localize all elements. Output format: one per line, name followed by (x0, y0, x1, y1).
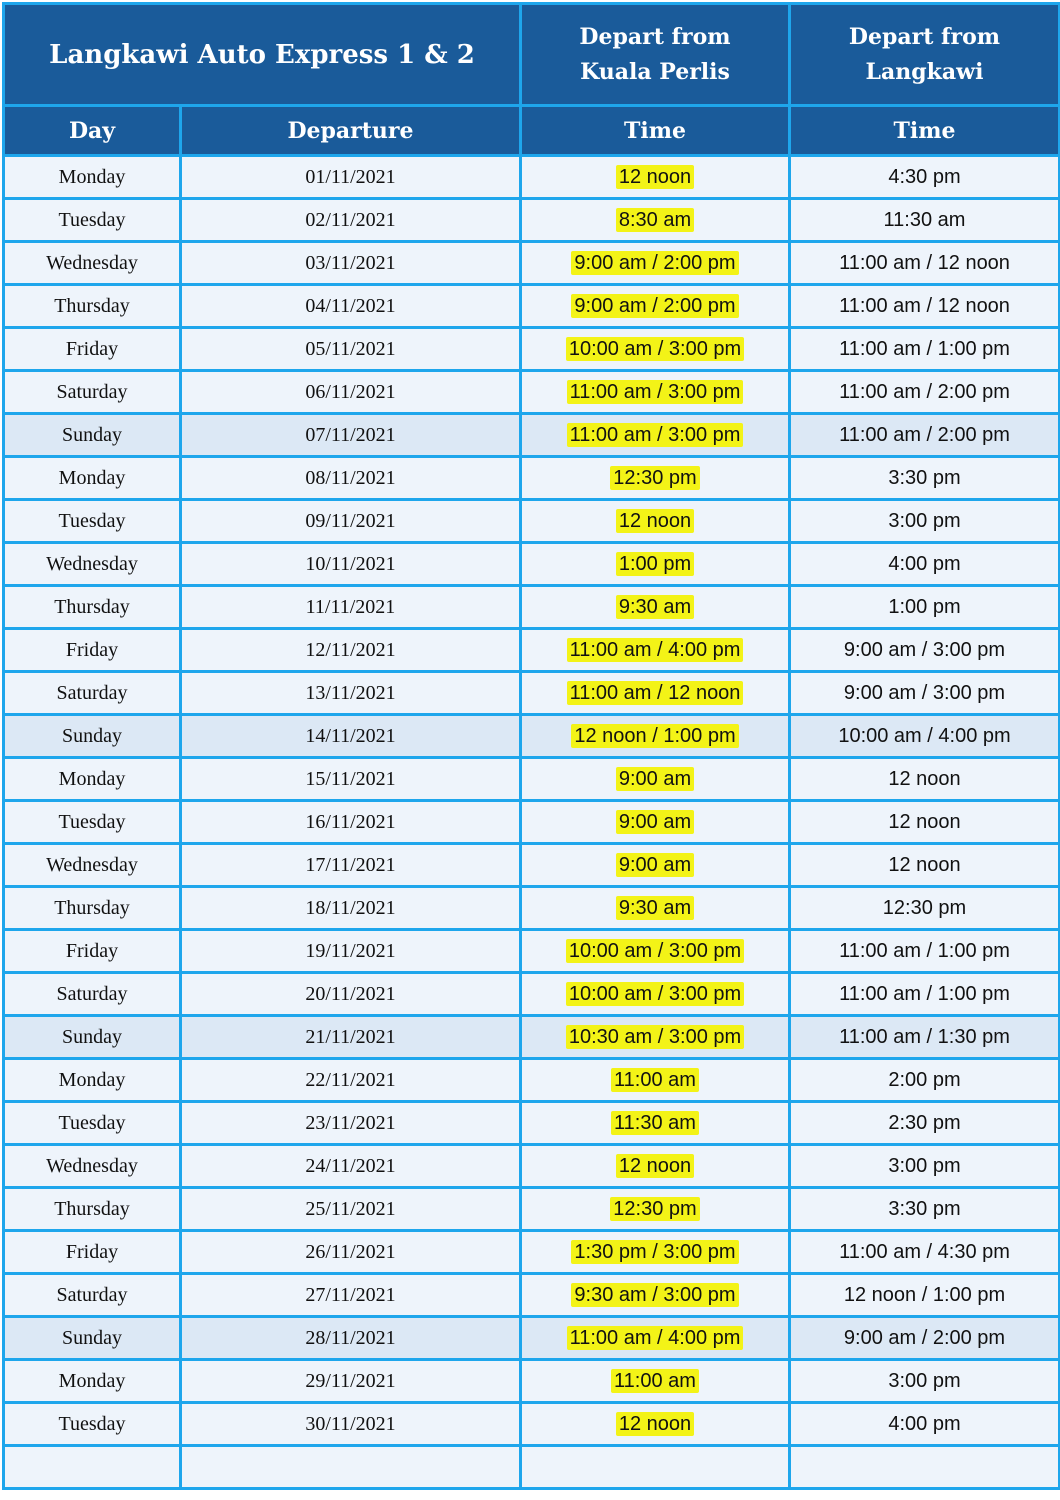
langkawi-time-cell: 12 noon / 1:00 pm (790, 1274, 1060, 1317)
departure-date-cell: 19/11/2021 (181, 930, 521, 973)
kuala-perlis-time-cell (521, 844, 790, 887)
highlighted-time: 9:00 am / 2:00 pm (571, 294, 738, 318)
table-row (4, 973, 1060, 1016)
kuala-perlis-time-cell (521, 1102, 790, 1145)
langkawi-time-cell: 11:00 am / 1:30 pm (790, 1016, 1060, 1059)
langkawi-time-cell: 11:30 am (790, 199, 1060, 242)
empty-cell (521, 1446, 790, 1489)
day-cell: Monday (4, 457, 181, 500)
day-cell: Monday (4, 1059, 181, 1102)
table-row (4, 629, 1060, 672)
kuala-perlis-time-cell (521, 1360, 790, 1403)
kuala-perlis-time-cell (521, 1145, 790, 1188)
schedule-title: Langkawi Auto Express 1 & 2 (4, 4, 521, 106)
table-row (4, 1188, 1060, 1231)
departure-date-cell: 26/11/2021 (181, 1231, 521, 1274)
departure-date-cell: 05/11/2021 (181, 328, 521, 371)
highlighted-time: 11:00 am (611, 1369, 699, 1393)
depart-langkawi-header (790, 4, 1060, 106)
departure-date-cell: 03/11/2021 (181, 242, 521, 285)
header-row-columns (4, 106, 1060, 156)
kuala-perlis-time-cell (521, 758, 790, 801)
day-cell: Tuesday (4, 1403, 181, 1446)
kuala-perlis-time-cell (521, 887, 790, 930)
table-row (4, 1403, 1060, 1446)
langkawi-time-cell: 2:30 pm (790, 1102, 1060, 1145)
highlighted-time: 12:30 pm (610, 1197, 699, 1221)
departure-date-cell: 10/11/2021 (181, 543, 521, 586)
highlighted-time: 12 noon (616, 1154, 694, 1178)
empty-row (4, 1446, 1060, 1489)
langkawi-time-cell: 9:00 am / 2:00 pm (790, 1317, 1060, 1360)
day-cell: Wednesday (4, 844, 181, 887)
highlighted-time: 10:00 am / 3:00 pm (566, 939, 744, 963)
day-cell: Thursday (4, 285, 181, 328)
highlighted-time: 11:30 am (611, 1111, 699, 1135)
highlighted-time: 11:00 am / 4:00 pm (567, 1326, 744, 1350)
langkawi-time-cell: 11:00 am / 1:00 pm (790, 930, 1060, 973)
ferry-schedule-table (2, 2, 1060, 1490)
highlighted-time: 12 noon (616, 509, 694, 533)
langkawi-time-cell: 11:00 am / 12 noon (790, 285, 1060, 328)
langkawi-time-cell: 9:00 am / 3:00 pm (790, 629, 1060, 672)
table-row (4, 414, 1060, 457)
departure-date-cell: 27/11/2021 (181, 1274, 521, 1317)
day-cell: Tuesday (4, 1102, 181, 1145)
langkawi-time-cell: 1:00 pm (790, 586, 1060, 629)
kuala-perlis-time-cell (521, 156, 790, 199)
highlighted-time: 11:00 am / 12 noon (567, 681, 744, 705)
kuala-perlis-time-cell (521, 1317, 790, 1360)
kuala-perlis-time-cell (521, 414, 790, 457)
column-header-departure: Departure (181, 106, 521, 156)
langkawi-time-cell: 4:00 pm (790, 1403, 1060, 1446)
kuala-perlis-time-cell (521, 1188, 790, 1231)
departure-date-cell: 13/11/2021 (181, 672, 521, 715)
day-cell: Saturday (4, 672, 181, 715)
table-row (4, 586, 1060, 629)
kuala-perlis-time-cell (521, 1231, 790, 1274)
day-cell: Tuesday (4, 500, 181, 543)
departure-date-cell: 29/11/2021 (181, 1360, 521, 1403)
header-row-top (4, 4, 1060, 106)
kuala-perlis-time-cell (521, 1403, 790, 1446)
highlighted-time: 12 noon / 1:00 pm (571, 724, 738, 748)
table-row (4, 1016, 1060, 1059)
empty-cell (790, 1446, 1060, 1489)
empty-cell (181, 1446, 521, 1489)
langkawi-time-cell: 2:00 pm (790, 1059, 1060, 1102)
kuala-perlis-time-cell (521, 371, 790, 414)
langkawi-time-cell: 4:30 pm (790, 156, 1060, 199)
departure-date-cell: 17/11/2021 (181, 844, 521, 887)
kuala-perlis-time-cell (521, 973, 790, 1016)
kuala-perlis-time-cell (521, 1016, 790, 1059)
column-header-time-kuala-perlis: Time (521, 106, 790, 156)
departure-date-cell: 28/11/2021 (181, 1317, 521, 1360)
kuala-perlis-time-cell (521, 715, 790, 758)
table-row (4, 1145, 1060, 1188)
day-cell: Saturday (4, 973, 181, 1016)
langkawi-time-cell: 9:00 am / 3:00 pm (790, 672, 1060, 715)
table-row (4, 758, 1060, 801)
langkawi-time-cell: 10:00 am / 4:00 pm (790, 715, 1060, 758)
langkawi-time-cell: 11:00 am / 12 noon (790, 242, 1060, 285)
kuala-perlis-time-cell (521, 586, 790, 629)
langkawi-time-cell: 11:00 am / 1:00 pm (790, 973, 1060, 1016)
day-cell: Thursday (4, 887, 181, 930)
highlighted-time: 10:00 am / 3:00 pm (566, 982, 744, 1006)
day-cell: Sunday (4, 414, 181, 457)
day-cell: Tuesday (4, 199, 181, 242)
table-row (4, 500, 1060, 543)
column-header-time-langkawi: Time (790, 106, 1060, 156)
langkawi-time-cell: 3:30 pm (790, 1188, 1060, 1231)
day-cell: Sunday (4, 1317, 181, 1360)
departure-date-cell: 02/11/2021 (181, 199, 521, 242)
langkawi-time-cell: 11:00 am / 2:00 pm (790, 414, 1060, 457)
day-cell: Wednesday (4, 1145, 181, 1188)
kuala-perlis-time-cell (521, 672, 790, 715)
departure-date-cell: 30/11/2021 (181, 1403, 521, 1446)
table-row (4, 285, 1060, 328)
highlighted-time: 9:00 am (616, 853, 694, 877)
highlighted-time: 10:00 am / 3:00 pm (566, 337, 744, 361)
highlighted-time: 9:30 am / 3:00 pm (571, 1283, 738, 1307)
day-cell: Friday (4, 328, 181, 371)
kuala-perlis-time-cell (521, 500, 790, 543)
highlighted-time: 11:00 am / 3:00 pm (567, 380, 744, 404)
departure-date-cell: 12/11/2021 (181, 629, 521, 672)
depart-kp-line1: Depart from (579, 23, 731, 50)
langkawi-time-cell: 12:30 pm (790, 887, 1060, 930)
highlighted-time: 9:00 am (616, 810, 694, 834)
table-row (4, 1360, 1060, 1403)
highlighted-time: 9:00 am / 2:00 pm (571, 251, 738, 275)
depart-kp-line2: Kuala Perlis (580, 58, 730, 85)
day-cell: Friday (4, 1231, 181, 1274)
highlighted-time: 9:00 am (616, 767, 694, 791)
highlighted-time: 1:30 pm / 3:00 pm (571, 1240, 738, 1264)
departure-date-cell: 24/11/2021 (181, 1145, 521, 1188)
departure-date-cell: 14/11/2021 (181, 715, 521, 758)
langkawi-time-cell: 12 noon (790, 758, 1060, 801)
table-row (4, 543, 1060, 586)
highlighted-time: 11:00 am (611, 1068, 699, 1092)
langkawi-time-cell: 3:00 pm (790, 500, 1060, 543)
departure-date-cell: 23/11/2021 (181, 1102, 521, 1145)
langkawi-time-cell: 11:00 am / 2:00 pm (790, 371, 1060, 414)
kuala-perlis-time-cell (521, 328, 790, 371)
depart-lk-line1: Depart from (848, 23, 1001, 50)
kuala-perlis-time-cell (521, 629, 790, 672)
table-row (4, 457, 1060, 500)
table-row (4, 1059, 1060, 1102)
table-row (4, 199, 1060, 242)
highlighted-time: 11:00 am / 3:00 pm (567, 423, 744, 447)
highlighted-time: 12 noon (616, 1412, 694, 1436)
day-cell: Thursday (4, 586, 181, 629)
kuala-perlis-time-cell (521, 242, 790, 285)
departure-date-cell: 08/11/2021 (181, 457, 521, 500)
table-row (4, 1274, 1060, 1317)
table-row (4, 1102, 1060, 1145)
table-row (4, 672, 1060, 715)
langkawi-time-cell: 4:00 pm (790, 543, 1060, 586)
langkawi-time-cell: 11:00 am / 4:30 pm (790, 1231, 1060, 1274)
table-row (4, 715, 1060, 758)
table-row (4, 1231, 1060, 1274)
table-row (4, 844, 1060, 887)
departure-date-cell: 07/11/2021 (181, 414, 521, 457)
day-cell: Saturday (4, 1274, 181, 1317)
highlighted-time: 8:30 am (616, 208, 694, 232)
table-row (4, 1317, 1060, 1360)
departure-date-cell: 15/11/2021 (181, 758, 521, 801)
departure-date-cell: 20/11/2021 (181, 973, 521, 1016)
highlighted-time: 9:30 am (616, 896, 694, 920)
day-cell: Friday (4, 930, 181, 973)
day-cell: Monday (4, 1360, 181, 1403)
departure-date-cell: 01/11/2021 (181, 156, 521, 199)
departure-date-cell: 22/11/2021 (181, 1059, 521, 1102)
depart-lk-line2: Langkawi (865, 58, 984, 85)
day-cell: Tuesday (4, 801, 181, 844)
departure-date-cell: 25/11/2021 (181, 1188, 521, 1231)
kuala-perlis-time-cell (521, 457, 790, 500)
departure-date-cell: 16/11/2021 (181, 801, 521, 844)
langkawi-time-cell: 12 noon (790, 801, 1060, 844)
day-cell: Saturday (4, 371, 181, 414)
langkawi-time-cell: 3:30 pm (790, 457, 1060, 500)
day-cell: Wednesday (4, 543, 181, 586)
departure-date-cell: 04/11/2021 (181, 285, 521, 328)
schedule-body (4, 156, 1060, 1489)
column-header-day: Day (4, 106, 181, 156)
day-cell: Wednesday (4, 242, 181, 285)
day-cell: Thursday (4, 1188, 181, 1231)
langkawi-time-cell: 3:00 pm (790, 1145, 1060, 1188)
departure-date-cell: 09/11/2021 (181, 500, 521, 543)
departure-date-cell: 06/11/2021 (181, 371, 521, 414)
day-cell: Monday (4, 156, 181, 199)
kuala-perlis-time-cell (521, 1274, 790, 1317)
table-row (4, 242, 1060, 285)
highlighted-time: 10:30 am / 3:00 pm (566, 1025, 744, 1049)
table-row (4, 930, 1060, 973)
kuala-perlis-time-cell (521, 285, 790, 328)
kuala-perlis-time-cell (521, 930, 790, 973)
table-row (4, 371, 1060, 414)
departure-date-cell: 11/11/2021 (181, 586, 521, 629)
day-cell: Sunday (4, 1016, 181, 1059)
table-row (4, 801, 1060, 844)
langkawi-time-cell: 12 noon (790, 844, 1060, 887)
table-row (4, 328, 1060, 371)
highlighted-time: 12:30 pm (610, 466, 699, 490)
depart-kuala-perlis-header (521, 4, 790, 106)
highlighted-time: 9:30 am (616, 595, 694, 619)
kuala-perlis-time-cell (521, 801, 790, 844)
langkawi-time-cell: 11:00 am / 1:00 pm (790, 328, 1060, 371)
kuala-perlis-time-cell (521, 1059, 790, 1102)
day-cell: Monday (4, 758, 181, 801)
departure-date-cell: 18/11/2021 (181, 887, 521, 930)
day-cell: Sunday (4, 715, 181, 758)
langkawi-time-cell: 3:00 pm (790, 1360, 1060, 1403)
table-row (4, 887, 1060, 930)
kuala-perlis-time-cell (521, 199, 790, 242)
kuala-perlis-time-cell (521, 543, 790, 586)
highlighted-time: 1:00 pm (616, 552, 694, 576)
departure-date-cell: 21/11/2021 (181, 1016, 521, 1059)
day-cell: Friday (4, 629, 181, 672)
table-row (4, 156, 1060, 199)
empty-cell (4, 1446, 181, 1489)
highlighted-time: 11:00 am / 4:00 pm (567, 638, 744, 662)
highlighted-time: 12 noon (616, 165, 694, 189)
